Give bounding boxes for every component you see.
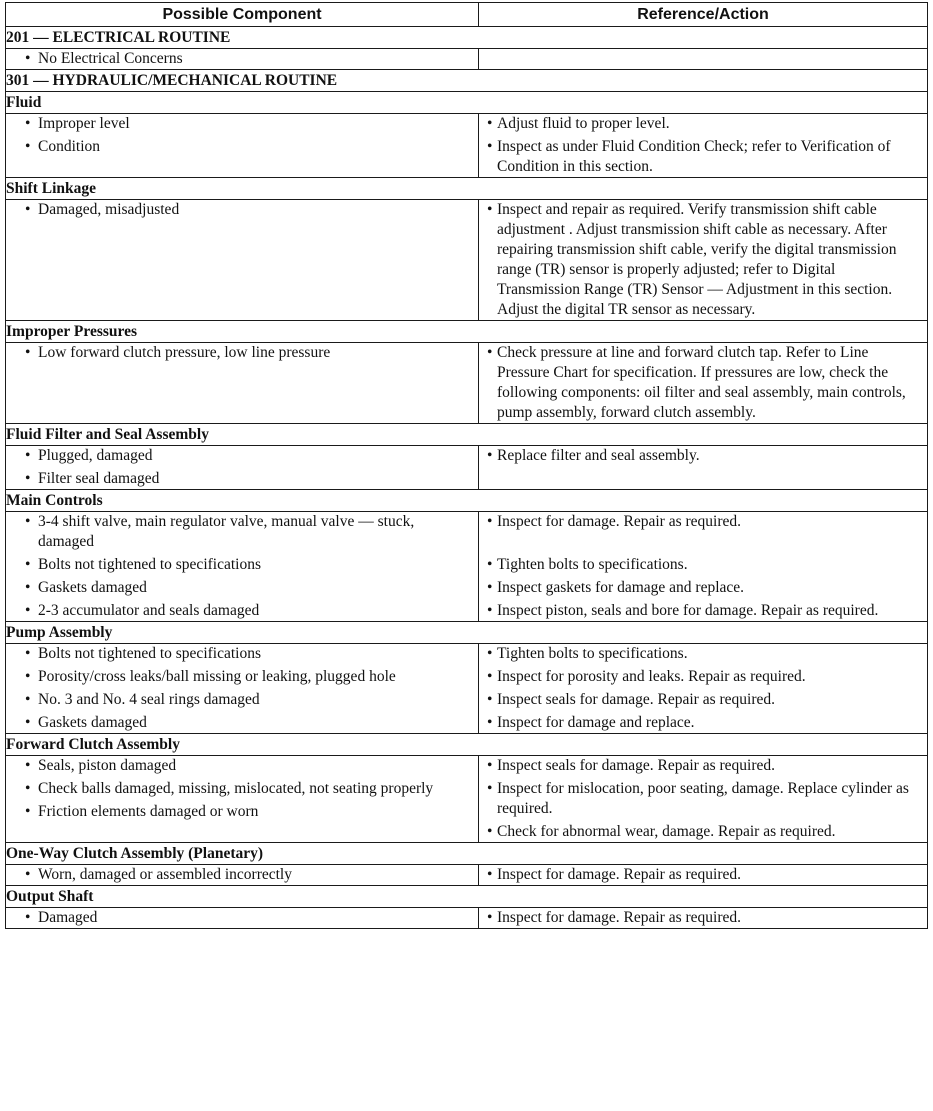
action-item: • Tighten bolts to specifications. (479, 644, 927, 664)
component-item: • 3-4 shift valve, main regulator valve, manual valve — stuck, damaged (6, 512, 478, 552)
component-item: • Filter seal damaged (6, 469, 478, 489)
action-item: • Inspect for mislocation, poor seating, damage. Replace cylinder as required. (479, 779, 927, 819)
table-row (6, 446, 928, 490)
section-title: Improper Pressures (6, 321, 928, 343)
action-item: • Inspect for damage and replace. (479, 713, 927, 733)
component-item: • Plugged, damaged (6, 446, 478, 466)
action-item: • Inspect seals for damage. Repair as required. (479, 756, 927, 776)
action-cell (479, 343, 928, 424)
action-item: • Inspect for porosity and leaks. Repair as required. (479, 667, 927, 687)
action-item: • Adjust fluid to proper level. (479, 114, 927, 134)
table-row (6, 865, 928, 886)
component-cell (6, 49, 479, 70)
table-row (6, 114, 928, 178)
component-cell (6, 644, 479, 734)
component-item: • No. 3 and No. 4 seal rings damaged (6, 690, 478, 710)
header-possible-component: Possible Component (6, 3, 479, 27)
table-row (6, 908, 928, 929)
action-cell (479, 644, 928, 734)
section-row (6, 490, 928, 512)
diagnosis-chart (5, 2, 927, 929)
table-row (6, 644, 928, 734)
component-item: • Damaged, misadjusted (6, 200, 478, 220)
section-row (6, 92, 928, 114)
component-cell (6, 908, 479, 929)
action-cell (479, 49, 928, 70)
action-item: • Check for abnormal wear, damage. Repair as required. (479, 822, 927, 842)
component-item: • Porosity/cross leaks/ball missing or leaking, plugged hole (6, 667, 478, 687)
component-item: • Check balls damaged, missing, mislocated, not seating properly (6, 779, 478, 799)
component-item: • Bolts not tightened to specifications (6, 644, 478, 664)
section-row (6, 178, 928, 200)
section-title: Output Shaft (6, 886, 928, 908)
section-title: Shift Linkage (6, 178, 928, 200)
component-cell (6, 512, 479, 622)
component-cell (6, 756, 479, 843)
action-cell (479, 200, 928, 321)
routine-title-electrical: 201 — ELECTRICAL ROUTINE (6, 27, 928, 49)
section-title: Pump Assembly (6, 622, 928, 644)
section-row (6, 321, 928, 343)
table-row (6, 200, 928, 321)
section-row (6, 843, 928, 865)
component-cell (6, 114, 479, 178)
section-row (6, 886, 928, 908)
action-item: • Inspect and repair as required. Verify transmission shift cable adjustment . Adjust transmission shift cable as necessary. After repairing transmission shift cable, verify the digital transmission range (TR) sensor is properly adjusted; refer to Digital Transmission Range (TR) Sensor — Adjustment in this section. Adjust the digital TR sensor as necessary. (479, 200, 927, 320)
action-item: • Inspect for damage. Repair as required. (479, 512, 927, 552)
component-item: • No Electrical Concerns (6, 49, 478, 69)
section-title: One-Way Clutch Assembly (Planetary) (6, 843, 928, 865)
table-row (6, 343, 928, 424)
table-row (6, 512, 928, 622)
component-cell (6, 865, 479, 886)
action-cell (479, 114, 928, 178)
section-title: Fluid (6, 92, 928, 114)
diagnosis-table (5, 2, 928, 929)
component-item: • Condition (6, 137, 478, 157)
component-cell (6, 446, 479, 490)
table-row (6, 49, 928, 70)
component-item: • Low forward clutch pressure, low line pressure (6, 343, 478, 363)
component-item: • Gaskets damaged (6, 578, 478, 598)
component-cell (6, 343, 479, 424)
action-item: • Inspect for damage. Repair as required. (479, 908, 927, 928)
action-item: • Inspect piston, seals and bore for damage. Repair as required. (479, 601, 927, 621)
routine-row (6, 27, 928, 49)
section-title: Fluid Filter and Seal Assembly (6, 424, 928, 446)
action-cell (479, 512, 928, 622)
section-title: Forward Clutch Assembly (6, 734, 928, 756)
action-cell (479, 908, 928, 929)
section-row (6, 622, 928, 644)
header-reference-action: Reference/Action (479, 3, 928, 27)
routine-row (6, 70, 928, 92)
routine-title-hydraulic: 301 — HYDRAULIC/MECHANICAL ROUTINE (6, 70, 928, 92)
section-title: Main Controls (6, 490, 928, 512)
component-item: • Worn, damaged or assembled incorrectly (6, 865, 478, 885)
component-item: • Bolts not tightened to specifications (6, 555, 478, 575)
header-row (6, 3, 928, 27)
action-cell (479, 865, 928, 886)
component-item: • Gaskets damaged (6, 713, 478, 733)
action-item: • Inspect for damage. Repair as required. (479, 865, 927, 885)
action-item: • Check pressure at line and forward clutch tap. Refer to Line Pressure Chart for specification. If pressures are low, check the following components: oil filter and seal assembly, main controls, pump assembly, forward clutch assembly. (479, 343, 927, 423)
component-item: • Damaged (6, 908, 478, 928)
action-item: • Replace filter and seal assembly. (479, 446, 927, 466)
section-row (6, 424, 928, 446)
section-row (6, 734, 928, 756)
component-item: • Seals, piston damaged (6, 756, 478, 776)
component-cell (6, 200, 479, 321)
action-cell (479, 756, 928, 843)
action-item: • Inspect gaskets for damage and replace. (479, 578, 927, 598)
action-item: • Inspect as under Fluid Condition Check; refer to Verification of Condition in this section. (479, 137, 927, 177)
component-item: • 2-3 accumulator and seals damaged (6, 601, 478, 621)
action-cell (479, 446, 928, 490)
component-item: • Improper level (6, 114, 478, 134)
component-item: • Friction elements damaged or worn (6, 802, 478, 822)
action-item: • Tighten bolts to specifications. (479, 555, 927, 575)
table-row (6, 756, 928, 843)
action-item: • Inspect seals for damage. Repair as required. (479, 690, 927, 710)
